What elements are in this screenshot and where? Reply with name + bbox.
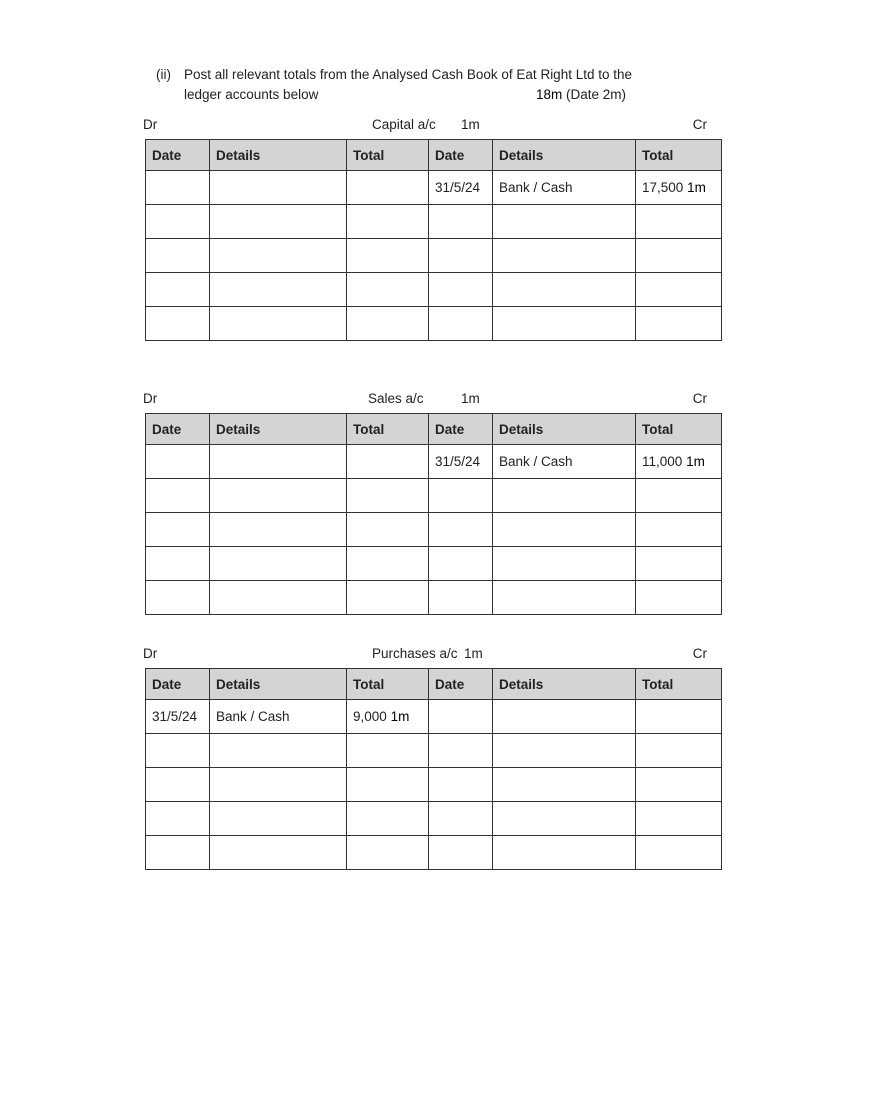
cell-value: 31/5/24 [435, 180, 481, 195]
table-row [146, 513, 722, 547]
cell-dr-total [347, 273, 429, 307]
cell-dr-total [347, 581, 429, 615]
cell-dr-date [146, 700, 210, 734]
cell-cr-date [429, 700, 493, 734]
ledger-table [145, 668, 722, 870]
cell-mark: 1m [390, 709, 410, 724]
cell-cr-total [636, 836, 722, 870]
table-row [146, 273, 722, 307]
cell-cr-total [636, 768, 722, 802]
cell-cr-date [429, 239, 493, 273]
header-row [146, 140, 722, 171]
cell-cr-details [493, 479, 636, 513]
cell-cr-date [429, 802, 493, 836]
marks-note: (Date 2m) [566, 87, 627, 102]
cell-cr-date [429, 768, 493, 802]
cell-dr-details [210, 547, 347, 581]
cell-cr-date [429, 445, 493, 479]
account-title: Capital a/c [372, 117, 436, 132]
debit-label: Dr [143, 646, 158, 661]
cell-cr-total [636, 581, 722, 615]
column-header-dr-date: Date [146, 669, 210, 700]
cell-value: 9,000 [353, 709, 387, 724]
cell-cr-total [636, 205, 722, 239]
cell-cr-total [636, 802, 722, 836]
account-title: Purchases a/c [372, 646, 458, 661]
cell-dr-details [210, 513, 347, 547]
cell-dr-total [347, 171, 429, 205]
column-header-dr-date: Date [146, 414, 210, 445]
account-mark: 1m [464, 646, 483, 661]
cell-dr-date [146, 205, 210, 239]
column-header-cr-details: Details [493, 414, 636, 445]
table-row [146, 768, 722, 802]
cell-dr-details [210, 700, 347, 734]
cell-dr-total [347, 802, 429, 836]
cell-dr-date [146, 581, 210, 615]
table-row [146, 205, 722, 239]
ledger-header [145, 646, 721, 668]
cell-dr-total [347, 307, 429, 341]
cell-cr-total [636, 273, 722, 307]
cell-dr-date [146, 768, 210, 802]
cell-dr-total [347, 700, 429, 734]
question-text-line1: Post all relevant totals from the Analysed Cash Book of Eat Right Ltd to the [184, 67, 632, 82]
cell-cr-details [493, 768, 636, 802]
ledger-header [145, 117, 721, 139]
cell-cr-total [636, 479, 722, 513]
cell-dr-date [146, 445, 210, 479]
table-row [146, 547, 722, 581]
cell-cr-date [429, 273, 493, 307]
cell-dr-details [210, 171, 347, 205]
cell-dr-total [347, 479, 429, 513]
header-row [146, 414, 722, 445]
cell-dr-total [347, 547, 429, 581]
cell-cr-total [636, 513, 722, 547]
ledger-purchases [145, 646, 721, 870]
cell-dr-date [146, 513, 210, 547]
cell-dr-total [347, 768, 429, 802]
account-title: Sales a/c [368, 391, 424, 406]
cell-mark: 1m [687, 180, 706, 195]
cell-dr-details [210, 734, 347, 768]
cell-dr-date [146, 171, 210, 205]
cell-dr-date [146, 802, 210, 836]
column-header-dr-details: Details [210, 669, 347, 700]
table-row [146, 239, 722, 273]
column-header-cr-date: Date [429, 140, 493, 171]
column-header-cr-total: Total [636, 140, 722, 171]
credit-label: Cr [692, 646, 707, 661]
cell-dr-details [210, 205, 347, 239]
table-row [146, 445, 722, 479]
cell-value: 31/5/24 [435, 454, 481, 469]
cell-dr-total [347, 513, 429, 547]
cell-dr-date [146, 547, 210, 581]
cell-cr-details [493, 547, 636, 581]
table-row [146, 734, 722, 768]
cell-value: 17,500 [642, 180, 684, 195]
cell-dr-total [347, 445, 429, 479]
cell-cr-total [636, 547, 722, 581]
cell-cr-date [429, 479, 493, 513]
debit-label: Dr [143, 117, 158, 132]
cell-cr-details [493, 171, 636, 205]
cell-dr-details [210, 307, 347, 341]
cell-cr-date [429, 581, 493, 615]
cell-cr-total [636, 239, 722, 273]
cell-dr-total [347, 734, 429, 768]
cell-cr-total [636, 171, 722, 205]
table-row [146, 700, 722, 734]
cell-cr-date [429, 171, 493, 205]
column-header-cr-total: Total [636, 669, 722, 700]
cell-cr-total [636, 734, 722, 768]
cell-value: Bank / Cash [216, 709, 290, 724]
cell-cr-date [429, 513, 493, 547]
cell-cr-details [493, 836, 636, 870]
cell-cr-details [493, 513, 636, 547]
column-header-cr-date: Date [429, 669, 493, 700]
question-marks [536, 87, 626, 102]
cell-cr-date [429, 836, 493, 870]
cell-dr-date [146, 239, 210, 273]
column-header-dr-total: Total [347, 140, 429, 171]
question-text-line2: ledger accounts below [184, 87, 319, 102]
cell-cr-details [493, 307, 636, 341]
cell-cr-date [429, 205, 493, 239]
table-row [146, 171, 722, 205]
account-mark: 1m [461, 117, 480, 132]
header-row [146, 669, 722, 700]
cell-dr-details [210, 802, 347, 836]
column-header-dr-total: Total [347, 414, 429, 445]
cell-cr-details [493, 581, 636, 615]
ledger-table [145, 413, 722, 615]
column-header-dr-date: Date [146, 140, 210, 171]
column-header-dr-details: Details [210, 140, 347, 171]
cell-value: Bank / Cash [499, 180, 573, 195]
ledger-sales [145, 391, 721, 615]
cell-cr-details [493, 273, 636, 307]
ledger-capital [145, 117, 721, 341]
account-mark: 1m [461, 391, 480, 406]
debit-label: Dr [143, 391, 158, 406]
cell-dr-details [210, 239, 347, 273]
question-number: (ii) [156, 67, 171, 82]
cell-dr-details [210, 836, 347, 870]
credit-label: Cr [692, 117, 707, 132]
cell-cr-date [429, 547, 493, 581]
table-row [146, 836, 722, 870]
cell-cr-date [429, 734, 493, 768]
cell-dr-total [347, 239, 429, 273]
cell-cr-details [493, 205, 636, 239]
cell-mark: 1m [686, 454, 705, 469]
cell-dr-date [146, 273, 210, 307]
credit-label: Cr [692, 391, 707, 406]
cell-cr-details [493, 802, 636, 836]
cell-dr-date [146, 734, 210, 768]
cell-cr-details [493, 700, 636, 734]
column-header-cr-details: Details [493, 140, 636, 171]
cell-cr-total [636, 307, 722, 341]
cell-value: Bank / Cash [499, 454, 573, 469]
cell-cr-details [493, 445, 636, 479]
table-row [146, 307, 722, 341]
cell-cr-total [636, 700, 722, 734]
column-header-cr-total: Total [636, 414, 722, 445]
cell-dr-details [210, 445, 347, 479]
cell-dr-details [210, 479, 347, 513]
table-row [146, 581, 722, 615]
cell-dr-details [210, 581, 347, 615]
marks-total: 18m [536, 87, 563, 102]
cell-cr-date [429, 307, 493, 341]
cell-dr-date [146, 836, 210, 870]
cell-dr-date [146, 479, 210, 513]
cell-dr-details [210, 768, 347, 802]
ledger-header [145, 391, 721, 413]
cell-dr-date [146, 307, 210, 341]
cell-cr-details [493, 239, 636, 273]
ledger-table [145, 139, 722, 341]
cell-dr-total [347, 836, 429, 870]
column-header-dr-total: Total [347, 669, 429, 700]
cell-cr-details [493, 734, 636, 768]
cell-dr-details [210, 273, 347, 307]
table-row [146, 802, 722, 836]
cell-dr-total [347, 205, 429, 239]
cell-cr-total [636, 445, 722, 479]
cell-value: 31/5/24 [152, 709, 198, 724]
column-header-cr-date: Date [429, 414, 493, 445]
cell-value: 11,000 [642, 454, 683, 469]
column-header-dr-details: Details [210, 414, 347, 445]
column-header-cr-details: Details [493, 669, 636, 700]
table-row [146, 479, 722, 513]
